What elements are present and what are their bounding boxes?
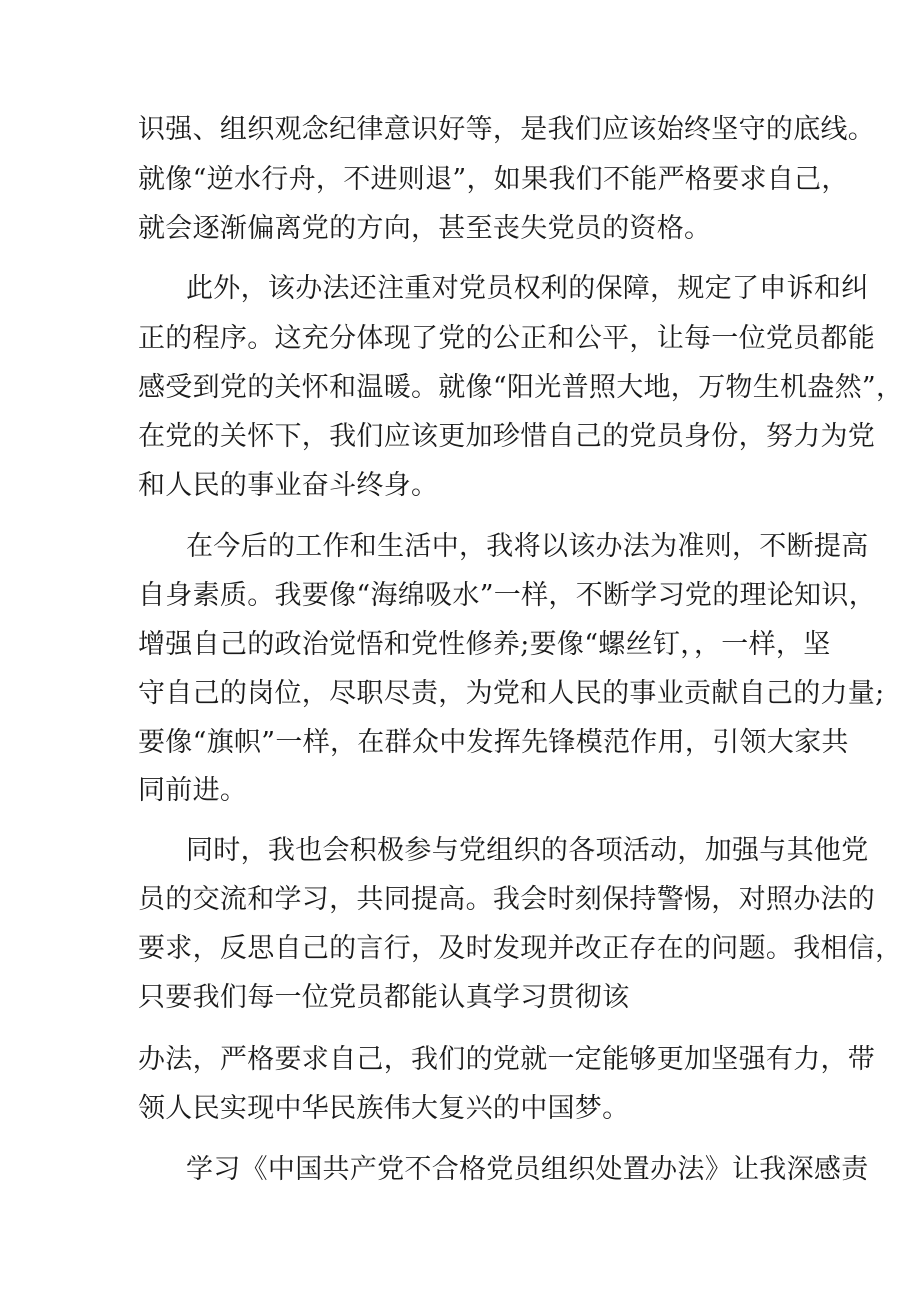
text-line: 要像“旗帜”一样，在群众中发挥先锋模范作用，引领大家共 bbox=[138, 727, 849, 758]
text-line: 自身素质。我要像“海绵吸水”一样，不断学习党的理论知识， bbox=[138, 580, 877, 611]
text-line: 员的交流和学习，共同提高。我会时刻保持警惕，对照办法的 bbox=[138, 884, 876, 915]
text-line: 守自己的岗位，尽职尽责，为党和人民的事业贡献自己的力量; bbox=[138, 678, 885, 709]
text-line: 领人民实现中华民族伟大复兴的中国梦。 bbox=[138, 1093, 630, 1124]
text-line: 正的程序。这充分体现了党的公正和公平，让每一位党员都能 bbox=[138, 323, 876, 354]
text-line: 要求，反思自己的言行，及时发现并改正存在的问题。我相信， bbox=[138, 933, 903, 964]
paragraph-first-line: 学习《中国共产党不合格党员组织处置办法》让我深感责 bbox=[186, 1154, 869, 1185]
paragraph-first-line: 此外，该办法还注重对党员权利的保障，规定了申诉和纠 bbox=[186, 273, 869, 304]
text-line: 增强自己的政治觉悟和党性修养;要像“螺丝钉，，一样，坚 bbox=[138, 629, 831, 660]
text-line: 就会逐渐偏离党的方向，甚至丧失党员的资格。 bbox=[138, 213, 712, 244]
text-line: 和人民的事业奋斗终身。 bbox=[138, 470, 439, 501]
text-line: 只要我们每一位党员都能认真学习贯彻该 bbox=[138, 982, 630, 1013]
text-line: 识强、组织观念纪律意识好等，是我们应该始终坚守的底线。 bbox=[138, 114, 876, 145]
paragraph-first-line: 同时，我也会积极参与党组织的各项活动，加强与其他党 bbox=[186, 835, 869, 866]
text-line: 办法，严格要求自己，我们的党就一定能够更加坚强有力，带 bbox=[138, 1044, 876, 1075]
text-line: 就像“逆水行舟，不进则退”，如果我们不能严格要求自己， bbox=[138, 164, 849, 195]
text-line: 在党的关怀下，我们应该更加珍惜自己的党员身份，努力为党 bbox=[138, 421, 876, 452]
paragraph-first-line: 在今后的工作和生活中，我将以该办法为准则，不断提高 bbox=[186, 531, 869, 562]
text-line: 感受到党的关怀和温暖。就像“阳光普照大地，万物生机盎然”， bbox=[138, 372, 904, 403]
text-line: 同前进。 bbox=[138, 775, 248, 806]
